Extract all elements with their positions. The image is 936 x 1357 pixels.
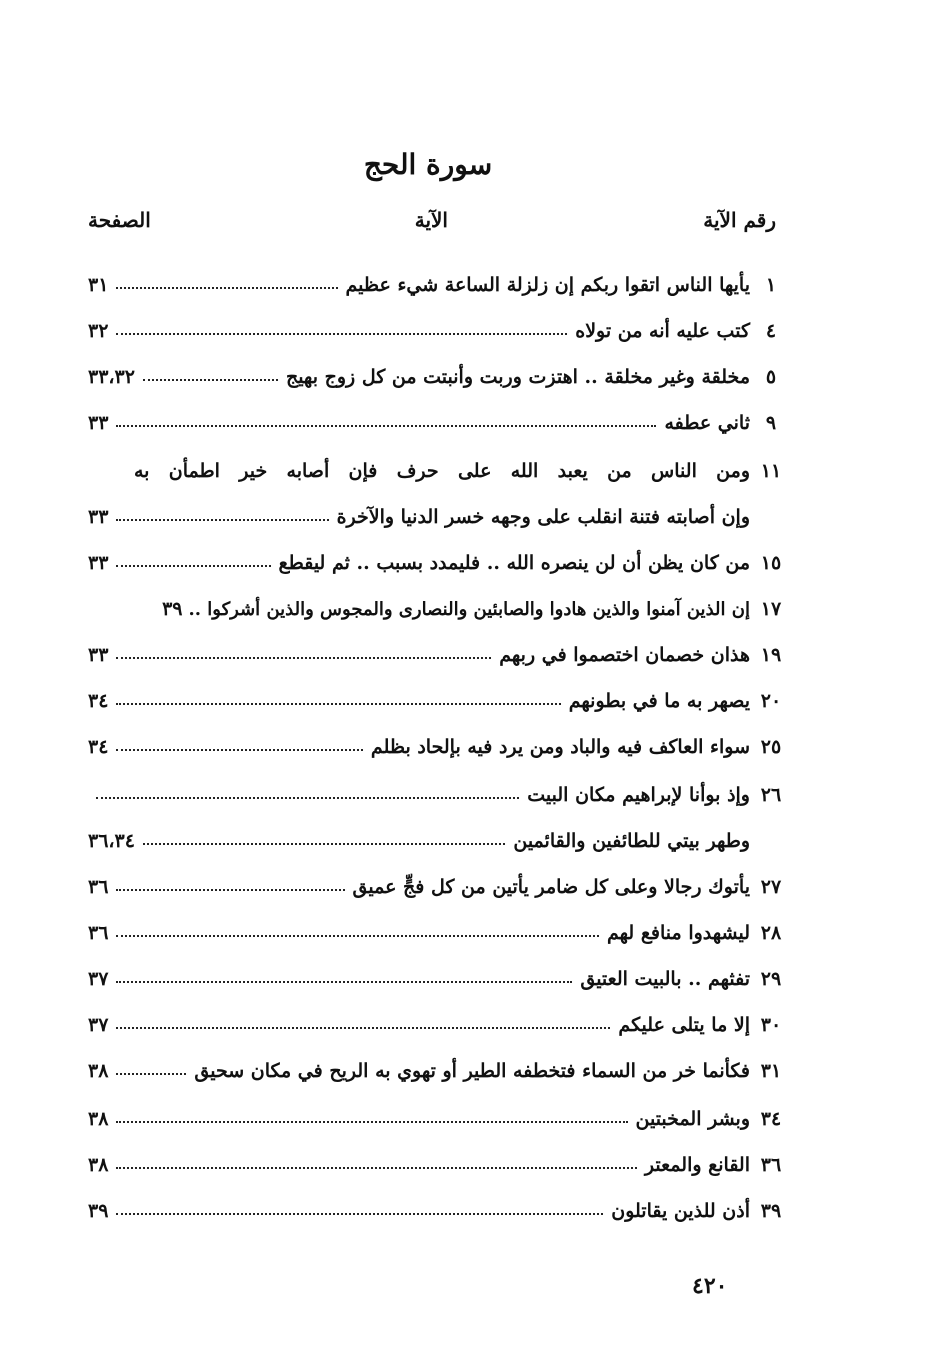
leader-dots xyxy=(116,703,560,705)
verse-number: ٩ xyxy=(765,412,777,434)
page-ref: ٣٤ xyxy=(88,690,109,712)
page-ref: ٣٣ xyxy=(88,412,109,434)
verse-text: كتب عليه أنه من تولاه xyxy=(575,320,750,342)
leader-dots xyxy=(116,657,491,659)
verse-text: إلا ما يتلى عليكم xyxy=(618,1014,750,1036)
index-row xyxy=(88,910,780,946)
leader-dots xyxy=(116,287,337,289)
verse-number: ١٩ xyxy=(760,644,782,666)
verse-text: فكأنما خر من السماء فتخطفه الطير أو تهوي به الريح في مكان سحيق xyxy=(194,1060,750,1082)
verse-text: القانع والمعتر xyxy=(644,1154,750,1176)
page-ref: ٣٣ xyxy=(88,552,109,574)
header-verse: الآية xyxy=(414,208,448,232)
verse-number: ٥ xyxy=(765,366,777,388)
verse-text: تفثهم .. بالبيت العتيق xyxy=(580,968,750,990)
leader-dots xyxy=(116,889,344,891)
leader-dots xyxy=(116,425,656,427)
index-row-continuation xyxy=(88,818,780,854)
verse-text: من كان يظن أن لن ينصره الله .. فليمدد بسبب .. ثم ليقطع xyxy=(278,552,750,574)
leader-dots xyxy=(116,333,567,335)
page-ref: ٣٧ xyxy=(88,1014,109,1036)
page-ref: ٣١ xyxy=(88,274,109,296)
verse-text: ومن الناس من يعبد الله على حرف فإن أصابه خير اطمأن به xyxy=(134,460,750,482)
page-ref: ٣٣،٣٢ xyxy=(88,366,135,388)
verse-number: ٢٥ xyxy=(760,736,782,758)
verse-text: هذان خصمان اختصموا في ربهم xyxy=(499,644,750,666)
page-ref: ٣٩ xyxy=(162,598,183,620)
leader-dots xyxy=(116,1073,186,1075)
verse-text: وإن أصابته فتنة انقلب على وجهه خسر الدنيا والآخرة xyxy=(336,506,750,528)
verse-number: ٣٩ xyxy=(760,1200,782,1222)
index-row xyxy=(88,1096,780,1132)
verse-text: يأيها الناس اتقوا ربكم إن زلزلة الساعة شيء عظيم xyxy=(345,274,750,296)
index-row xyxy=(88,586,780,622)
leader-dots xyxy=(143,379,278,381)
page-ref: ٣٨ xyxy=(88,1154,109,1176)
verse-number: ٤ xyxy=(765,320,777,342)
index-row xyxy=(88,724,780,760)
index-row xyxy=(88,448,780,484)
page-ref: ٣٦ xyxy=(88,876,109,898)
leader-dots xyxy=(116,1213,603,1215)
header-verse-number: رقم الآية xyxy=(703,208,776,232)
verse-number: ٢٦ xyxy=(760,784,782,806)
verse-number: ١ xyxy=(765,274,777,296)
surah-title: سورة الحج xyxy=(363,148,493,181)
verse-text: أذن للذين يقاتلون xyxy=(611,1200,750,1222)
verse-number: ٣١ xyxy=(760,1060,782,1082)
index-row xyxy=(88,354,780,390)
page-number: ٤٢٠ xyxy=(692,1273,728,1299)
verse-text: يأتوك رجالا وعلى كل ضامر يأتين من كل فجٍّ عميق xyxy=(352,876,750,898)
index-row xyxy=(88,1142,780,1178)
verse-text: يصهر به ما في بطونهم xyxy=(568,690,750,712)
page-ref: ٣٦ xyxy=(88,922,109,944)
index-row xyxy=(88,1048,780,1084)
leader-dots xyxy=(96,797,519,799)
verse-number: ٣٠ xyxy=(760,1014,782,1036)
verse-text: وبشر المخبتين xyxy=(635,1108,750,1130)
index-row xyxy=(88,1188,780,1224)
verse-text: ثاني عطفه xyxy=(664,412,750,434)
index-row xyxy=(88,308,780,344)
page-ref: ٣٦،٣٤ xyxy=(88,830,135,852)
index-row xyxy=(88,956,780,992)
index-row-continuation xyxy=(88,494,780,530)
leader-dots xyxy=(116,1121,627,1123)
index-row xyxy=(88,262,780,298)
verse-text: وإذ بوأنا لإبراهيم مكان البيت xyxy=(527,784,750,806)
index-row xyxy=(88,540,780,576)
leader-dots xyxy=(116,1167,636,1169)
verse-text: مخلقة وغير مخلقة .. اهتزت وربت وأنبتت من كل زوج بهيج xyxy=(285,366,750,388)
index-row xyxy=(88,864,780,900)
page-ref: ٣٣ xyxy=(88,644,109,666)
verse-number: ١٧ xyxy=(760,598,782,620)
leader-dots xyxy=(116,519,328,521)
page-ref: ٣٤ xyxy=(88,736,109,758)
page-ref: ٣٣ xyxy=(88,506,109,528)
index-row xyxy=(88,632,780,668)
leader-dots xyxy=(116,565,270,567)
verse-number: ٢٠ xyxy=(760,690,782,712)
verse-text: سواء العاكف فيه والباد ومن يرد فيه بإلحاد بظلم xyxy=(370,736,750,758)
verse-text: إن الذين آمنوا والذين هادوا والصابئين والنصارى والمجوس والذين أشركوا .. xyxy=(188,599,750,620)
index-row xyxy=(88,772,780,808)
leader-dots xyxy=(116,981,572,983)
index-row xyxy=(88,400,780,436)
leader-dots xyxy=(116,749,363,751)
leader-dots xyxy=(116,1027,610,1029)
page-ref: ٣٩ xyxy=(88,1200,109,1222)
page-ref: ٣٢ xyxy=(88,320,109,342)
page-ref: ٣٧ xyxy=(88,968,109,990)
page-ref: ٣٨ xyxy=(88,1108,109,1130)
index-row xyxy=(88,1002,780,1038)
leader-dots xyxy=(116,935,599,937)
verse-number: ٢٩ xyxy=(760,968,782,990)
page-ref: ٣٨ xyxy=(88,1060,109,1082)
verse-number: ٣٤ xyxy=(760,1108,782,1130)
verse-number: ٣٦ xyxy=(760,1154,782,1176)
verse-number: ١٥ xyxy=(760,552,782,574)
index-row xyxy=(88,678,780,714)
leader-dots xyxy=(143,843,505,845)
verse-number: ١١ xyxy=(760,460,782,482)
header-page: الصفحة xyxy=(88,208,151,232)
verse-number: ٢٨ xyxy=(760,922,782,944)
verse-number: ٢٧ xyxy=(760,876,782,898)
verse-text: وطهر بيتي للطائفين والقائمين xyxy=(513,830,750,852)
verse-text: ليشهدوا منافع لهم xyxy=(607,922,750,944)
